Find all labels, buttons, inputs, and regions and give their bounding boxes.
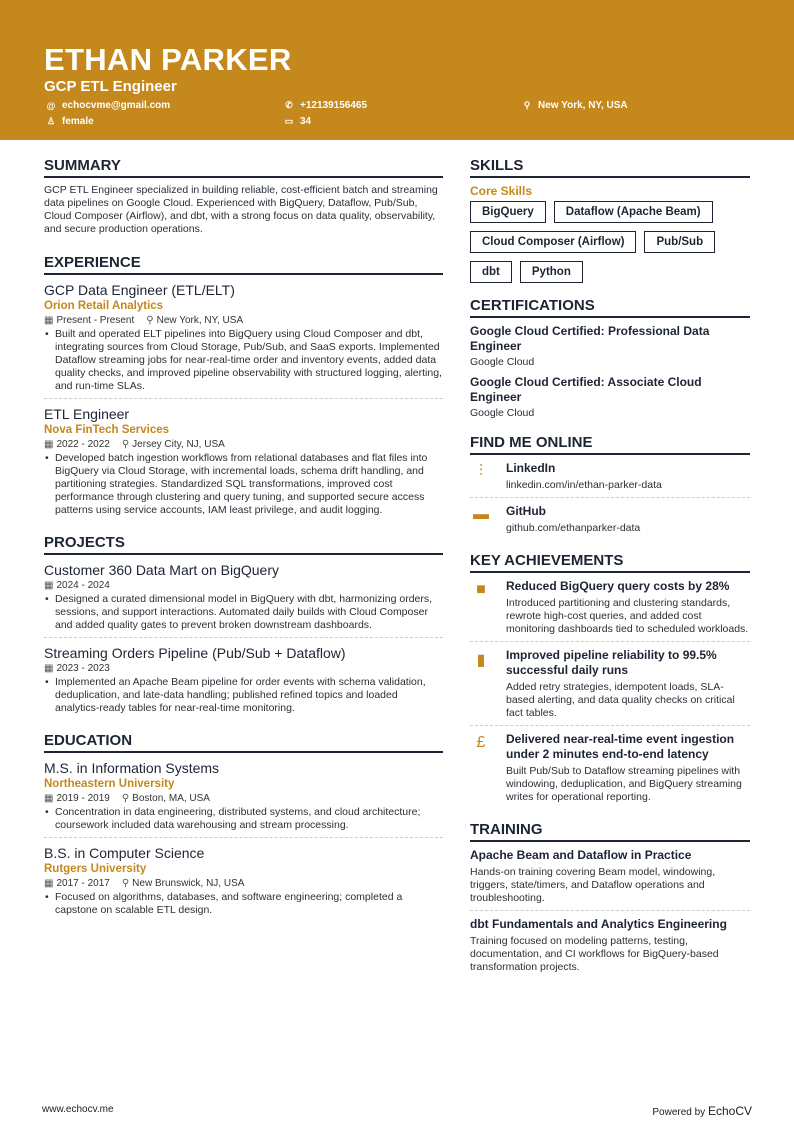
- summary-text: GCP ETL Engineer specialized in building reliable, cost-efficient batch and streaming data pipelines on Google Cloud. Experienced with BigQuery, Dataflow, Pub/Sub, Cloud Composer (Airflow), and dbt, with a strong focus on data quality, observability, and secure production operations.: [44, 184, 438, 235]
- school: Northeastern University: [44, 778, 175, 790]
- left-column: [44, 157, 443, 928]
- pound-coin-icon: £: [476, 734, 486, 751]
- degree: B.S. in Computer Science: [44, 845, 205, 861]
- bullet: • Implemented an Apache Beam pipeline for order events with schema validation, deduplication, and late-data handling; published refined topics and loaded analytics-ready tables for near-real-time monitoring.: [44, 676, 443, 715]
- bullet: • Developed batch ingestion workflows from relational databases and flat files into BigQuery via Cloud Storage, with incremental loads, schema drift handling, and partitioning strategies. Standardized SQL transformations, improved cost performance through clustering and query tuning, and supported secure access patterns using service accounts, IAM least privilege, and audit logging.: [44, 452, 443, 517]
- location-pin-icon: ⚲: [121, 878, 130, 889]
- achievement-item: [470, 732, 750, 809]
- sliders-icon: ⫶: [478, 463, 483, 480]
- education-item: [44, 844, 443, 922]
- training-item: [470, 917, 750, 979]
- online-heading: FIND ME ONLINE: [470, 434, 750, 455]
- education-item: [44, 759, 443, 838]
- contact-email[interactable]: [46, 100, 170, 111]
- skill-tag: Cloud Composer (Airflow): [470, 231, 636, 253]
- training-title: dbt Fundamentals and Analytics Engineering: [470, 917, 727, 931]
- achievement-desc: Introduced partitioning and clustering standards, rewrote high-cost queries, and added cost monitoring dashboards tied to scheduled workloads.: [506, 597, 749, 635]
- powered-by-text: Powered by: [652, 1107, 706, 1118]
- experience-item: [44, 405, 443, 522]
- skill-tag: dbt: [470, 261, 512, 283]
- footer-site[interactable]: www.echocv.me: [42, 1104, 114, 1115]
- contact-age: [284, 116, 311, 127]
- skills-heading: SKILLS: [470, 157, 750, 178]
- age-text: 34: [300, 116, 312, 127]
- contact-gender: [46, 116, 94, 127]
- project-item: [44, 561, 443, 638]
- experience-heading: EXPERIENCE: [44, 254, 443, 275]
- profile-name: GitHub: [506, 504, 546, 518]
- contact-location: [522, 100, 628, 111]
- profile-name: LinkedIn: [506, 461, 556, 475]
- cert-issuer: Google Cloud: [470, 356, 535, 368]
- company: Orion Retail Analytics: [44, 300, 164, 312]
- location: New York, NY, USA: [156, 315, 244, 326]
- online-linkedin[interactable]: [470, 461, 750, 498]
- skill-tag: Python: [520, 261, 583, 283]
- achievement-title: Delivered near-real-time event ingestion under 2 minutes end-to-end latency: [506, 732, 735, 761]
- job-title: GCP Data Engineer (ETL/ELT): [44, 282, 235, 298]
- skill-tag: Dataflow (Apache Beam): [554, 201, 713, 223]
- calendar-icon: ▦: [44, 580, 54, 591]
- dates: Present - Present: [56, 315, 135, 326]
- training-desc: Hands-on training covering Beam model, windowing, triggers, state/timers, and Dataflow operations and troubleshooting.: [470, 866, 716, 904]
- contact-phone[interactable]: [284, 100, 367, 111]
- achievement-item: [470, 648, 750, 726]
- company: Nova FinTech Services: [44, 424, 170, 436]
- training-desc: Training focused on modeling patterns, testing, documentation, and CI workflows for BigQuery-based transformation projects.: [470, 935, 719, 973]
- education-heading: EDUCATION: [44, 732, 443, 753]
- candidate-title: GCP ETL Engineer: [44, 78, 177, 95]
- project-title: Customer 360 Data Mart on BigQuery: [44, 562, 279, 578]
- location: Boston, MA, USA: [132, 793, 210, 804]
- project-title: Streaming Orders Pipeline (Pub/Sub + Dataflow): [44, 645, 346, 661]
- project-item: [44, 644, 443, 720]
- training-item: [470, 848, 750, 911]
- dates: 2023 - 2023: [56, 663, 110, 674]
- summary-heading: SUMMARY: [44, 157, 443, 178]
- cert-name: Google Cloud Certified: Associate Cloud Engineer: [470, 375, 702, 404]
- job-title: ETL Engineer: [44, 406, 130, 422]
- achievement-title: Reduced BigQuery query costs by 28%: [506, 579, 730, 593]
- at-icon: @: [46, 100, 56, 111]
- projects-heading: PROJECTS: [44, 534, 443, 555]
- candidate-name: ETHAN PARKER: [44, 42, 292, 77]
- email-text: echocvme@gmail.com: [62, 100, 171, 111]
- achievement-desc: Built Pub/Sub to Dataflow streaming pipelines with windowing, deduplication, and BigQuery streaming writes for operational reporting.: [506, 765, 742, 803]
- location-pin-icon: ⚲: [146, 315, 154, 326]
- bullet: • Concentration in data engineering, distributed systems, and cloud architecture; coursework included data warehousing and stream processing.: [44, 806, 443, 832]
- training-heading: TRAINING: [470, 821, 750, 842]
- brand-logo[interactable]: EchoCV: [707, 1104, 752, 1118]
- certifications-heading: CERTIFICATIONS: [470, 297, 750, 318]
- degree: M.S. in Information Systems: [44, 760, 220, 776]
- card-icon: ▬: [473, 506, 489, 523]
- cert-issuer: Google Cloud: [470, 407, 535, 419]
- bookmark-icon: ▮: [476, 652, 486, 669]
- achievement-title: Improved pipeline reliability to 99.5% successful daily runs: [506, 648, 717, 677]
- location-text: New York, NY, USA: [538, 100, 628, 111]
- profile-url[interactable]: github.com/ethanparker-data: [506, 522, 641, 534]
- achievement-item: [470, 579, 750, 642]
- location-pin-icon: ⚲: [121, 439, 130, 450]
- person-icon: ♙: [46, 116, 56, 126]
- bullet: • Focused on algorithms, databases, and software engineering; completed a capstone on scalable ETL design.: [44, 891, 443, 917]
- skills-subheading: Core Skills: [470, 184, 533, 198]
- calendar-icon: ▦: [44, 663, 54, 674]
- dates: 2019 - 2019: [56, 793, 110, 804]
- dates: 2017 - 2017: [56, 878, 110, 889]
- calendar-icon: ▭: [284, 116, 294, 126]
- profile-url[interactable]: linkedin.com/in/ethan-parker-data: [506, 479, 662, 491]
- calendar-icon: ▦: [44, 793, 54, 804]
- phone-icon: ✆: [285, 100, 293, 110]
- calendar-icon: ▦: [44, 878, 54, 889]
- phone-text: +12139156465: [300, 100, 368, 111]
- gender-text: female: [62, 116, 94, 127]
- bullet: • Designed a curated dimensional model in BigQuery with dbt, harmonizing orders, sessions, and support interactions. Automated daily builds with Cloud Composer and added quality gates to prevent broken downstream dashboards.: [44, 593, 443, 632]
- cert-name: Google Cloud Certified: Professional Data Engineer: [470, 324, 710, 353]
- achievement-desc: Added retry strategies, idempotent loads, SLA-based alerting, and data quality checks on critical fact tables.: [506, 681, 735, 719]
- bullet: • Built and operated ELT pipelines into BigQuery using Cloud Composer and dbt, integrating sources from Cloud Storage, Pub/Sub, and SaaS exports. Implemented Dataflow streaming jobs for near-real-time order and inventory events, added data quality checks, and improved pipeline observability with structured logging, alerting, and run-time SLAs.: [44, 328, 443, 393]
- certification-item: [470, 324, 750, 369]
- right-column: [470, 157, 750, 985]
- calendar-icon: ▦: [44, 439, 54, 450]
- skill-tag: BigQuery: [470, 201, 546, 223]
- school: Rutgers University: [44, 863, 147, 875]
- resume-header: [0, 0, 794, 140]
- online-github[interactable]: [470, 504, 750, 540]
- training-title: Apache Beam and Dataflow in Practice: [470, 848, 692, 862]
- speech-bubble-icon: ■: [476, 581, 486, 598]
- location-pin-icon: ⚲: [121, 793, 130, 804]
- footer-powered: [652, 1104, 752, 1118]
- achievements-heading: KEY ACHIEVEMENTS: [470, 552, 750, 573]
- location-pin-icon: ⚲: [523, 100, 531, 110]
- calendar-icon: ▦: [44, 315, 54, 326]
- dates: 2024 - 2024: [56, 580, 110, 591]
- location: Jersey City, NJ, USA: [132, 439, 225, 450]
- skill-tags: [470, 201, 750, 283]
- location: New Brunswick, NJ, USA: [132, 878, 245, 889]
- certification-item: [470, 375, 750, 420]
- experience-item: [44, 281, 443, 399]
- dates: 2022 - 2022: [56, 439, 110, 450]
- skill-tag: Pub/Sub: [644, 231, 715, 253]
